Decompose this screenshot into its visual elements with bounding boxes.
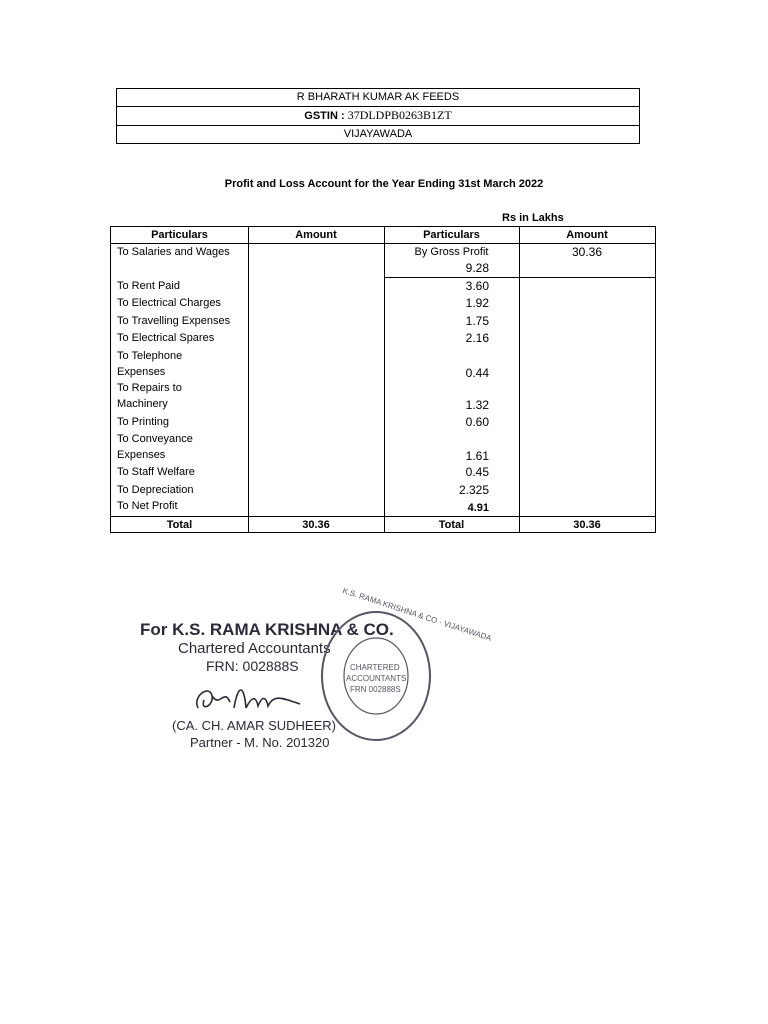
debit-row-label: To Electrical Spares — [117, 332, 215, 344]
total-left-amount: 30.36 — [302, 519, 330, 531]
col-left-particulars: Particulars — [151, 229, 208, 241]
debit-row-label-continued: Expenses — [117, 449, 166, 461]
stamp-center-line-2: ACCOUNTANTS — [346, 674, 407, 683]
debit-row-amount: 4.91 — [467, 502, 489, 514]
total-right-amount: 30.36 — [573, 519, 601, 531]
partner-membership: Partner - M. No. 201320 — [190, 735, 330, 750]
gstin-value: 37DLDPB0263B1ZT — [347, 108, 452, 122]
total-right-label: Total — [438, 519, 465, 531]
units-label: Rs in Lakhs — [502, 212, 564, 224]
debit-row-label: To Repairs to — [117, 382, 182, 394]
debit-row-label: To Salaries and Wages — [117, 246, 230, 258]
firm-frn: FRN: 002888S — [206, 658, 299, 674]
debit-row-label: To Rent Paid — [117, 280, 180, 292]
debit-row-label-continued: Machinery — [117, 398, 168, 410]
gstin-label: GSTIN : — [304, 110, 345, 122]
col-right-particulars: Particulars — [423, 229, 480, 241]
signature-block — [140, 586, 493, 758]
stamp-center-line-1: CHARTERED — [350, 663, 400, 672]
debit-row-amount: 0.45 — [465, 465, 489, 479]
debit-row-amount: 1.75 — [465, 314, 489, 328]
debit-row-amount: 2.16 — [465, 331, 489, 345]
debit-row-label: To Telephone — [117, 350, 183, 362]
debit-row-label: To Depreciation — [117, 484, 194, 496]
firm-name: For K.S. RAMA KRISHNA & CO. — [140, 620, 394, 639]
profit-loss-table — [110, 226, 656, 533]
debit-row-amount: 1.92 — [465, 296, 489, 310]
total-left-label: Total — [166, 519, 193, 531]
stamp-center-line-3: FRN 002888S — [350, 685, 401, 694]
gstin-line — [117, 107, 640, 126]
col-right-amount: Amount — [566, 229, 608, 241]
debit-row-label: To Printing — [117, 416, 169, 428]
debit-row-amount: 1.32 — [465, 398, 489, 412]
col-left-amount: Amount — [295, 229, 337, 241]
debit-row-label: To Staff Welfare — [117, 466, 195, 478]
firm-designation: Chartered Accountants — [178, 640, 331, 657]
debit-row-amount: 3.60 — [465, 279, 489, 293]
credit-row-amount: 30.36 — [571, 245, 603, 259]
debit-row-amount: 1.61 — [465, 449, 489, 463]
debit-row-label-continued: Expenses — [117, 366, 166, 378]
debit-row-label: To Net Profit — [117, 500, 178, 512]
debit-row-amount: 0.44 — [465, 366, 489, 380]
company-city: VIJAYAWADA — [117, 126, 640, 144]
debit-row-label: To Electrical Charges — [117, 297, 221, 309]
company-header — [116, 88, 640, 144]
debit-row-label: To Conveyance — [117, 433, 193, 445]
company-name: R BHARATH KUMAR AK FEEDS — [117, 89, 640, 107]
stamp-ring-text: K.S. RAMA KRISHNA & CO · VIJAYAWADA — [341, 586, 493, 643]
handwritten-signature — [190, 678, 310, 720]
debit-row-label: To Travelling Expenses — [117, 315, 231, 327]
debit-row-amount: 9.28 — [465, 261, 489, 275]
signatory-name: (CA. CH. AMAR SUDHEER) — [172, 718, 336, 733]
credit-row-label: By Gross Profit — [414, 246, 489, 258]
statement-title: Profit and Loss Account for the Year Ending 31st March 2022 — [224, 178, 544, 190]
debit-row-amount: 2.325 — [458, 483, 489, 497]
debit-row-amount: 0.60 — [465, 415, 489, 429]
